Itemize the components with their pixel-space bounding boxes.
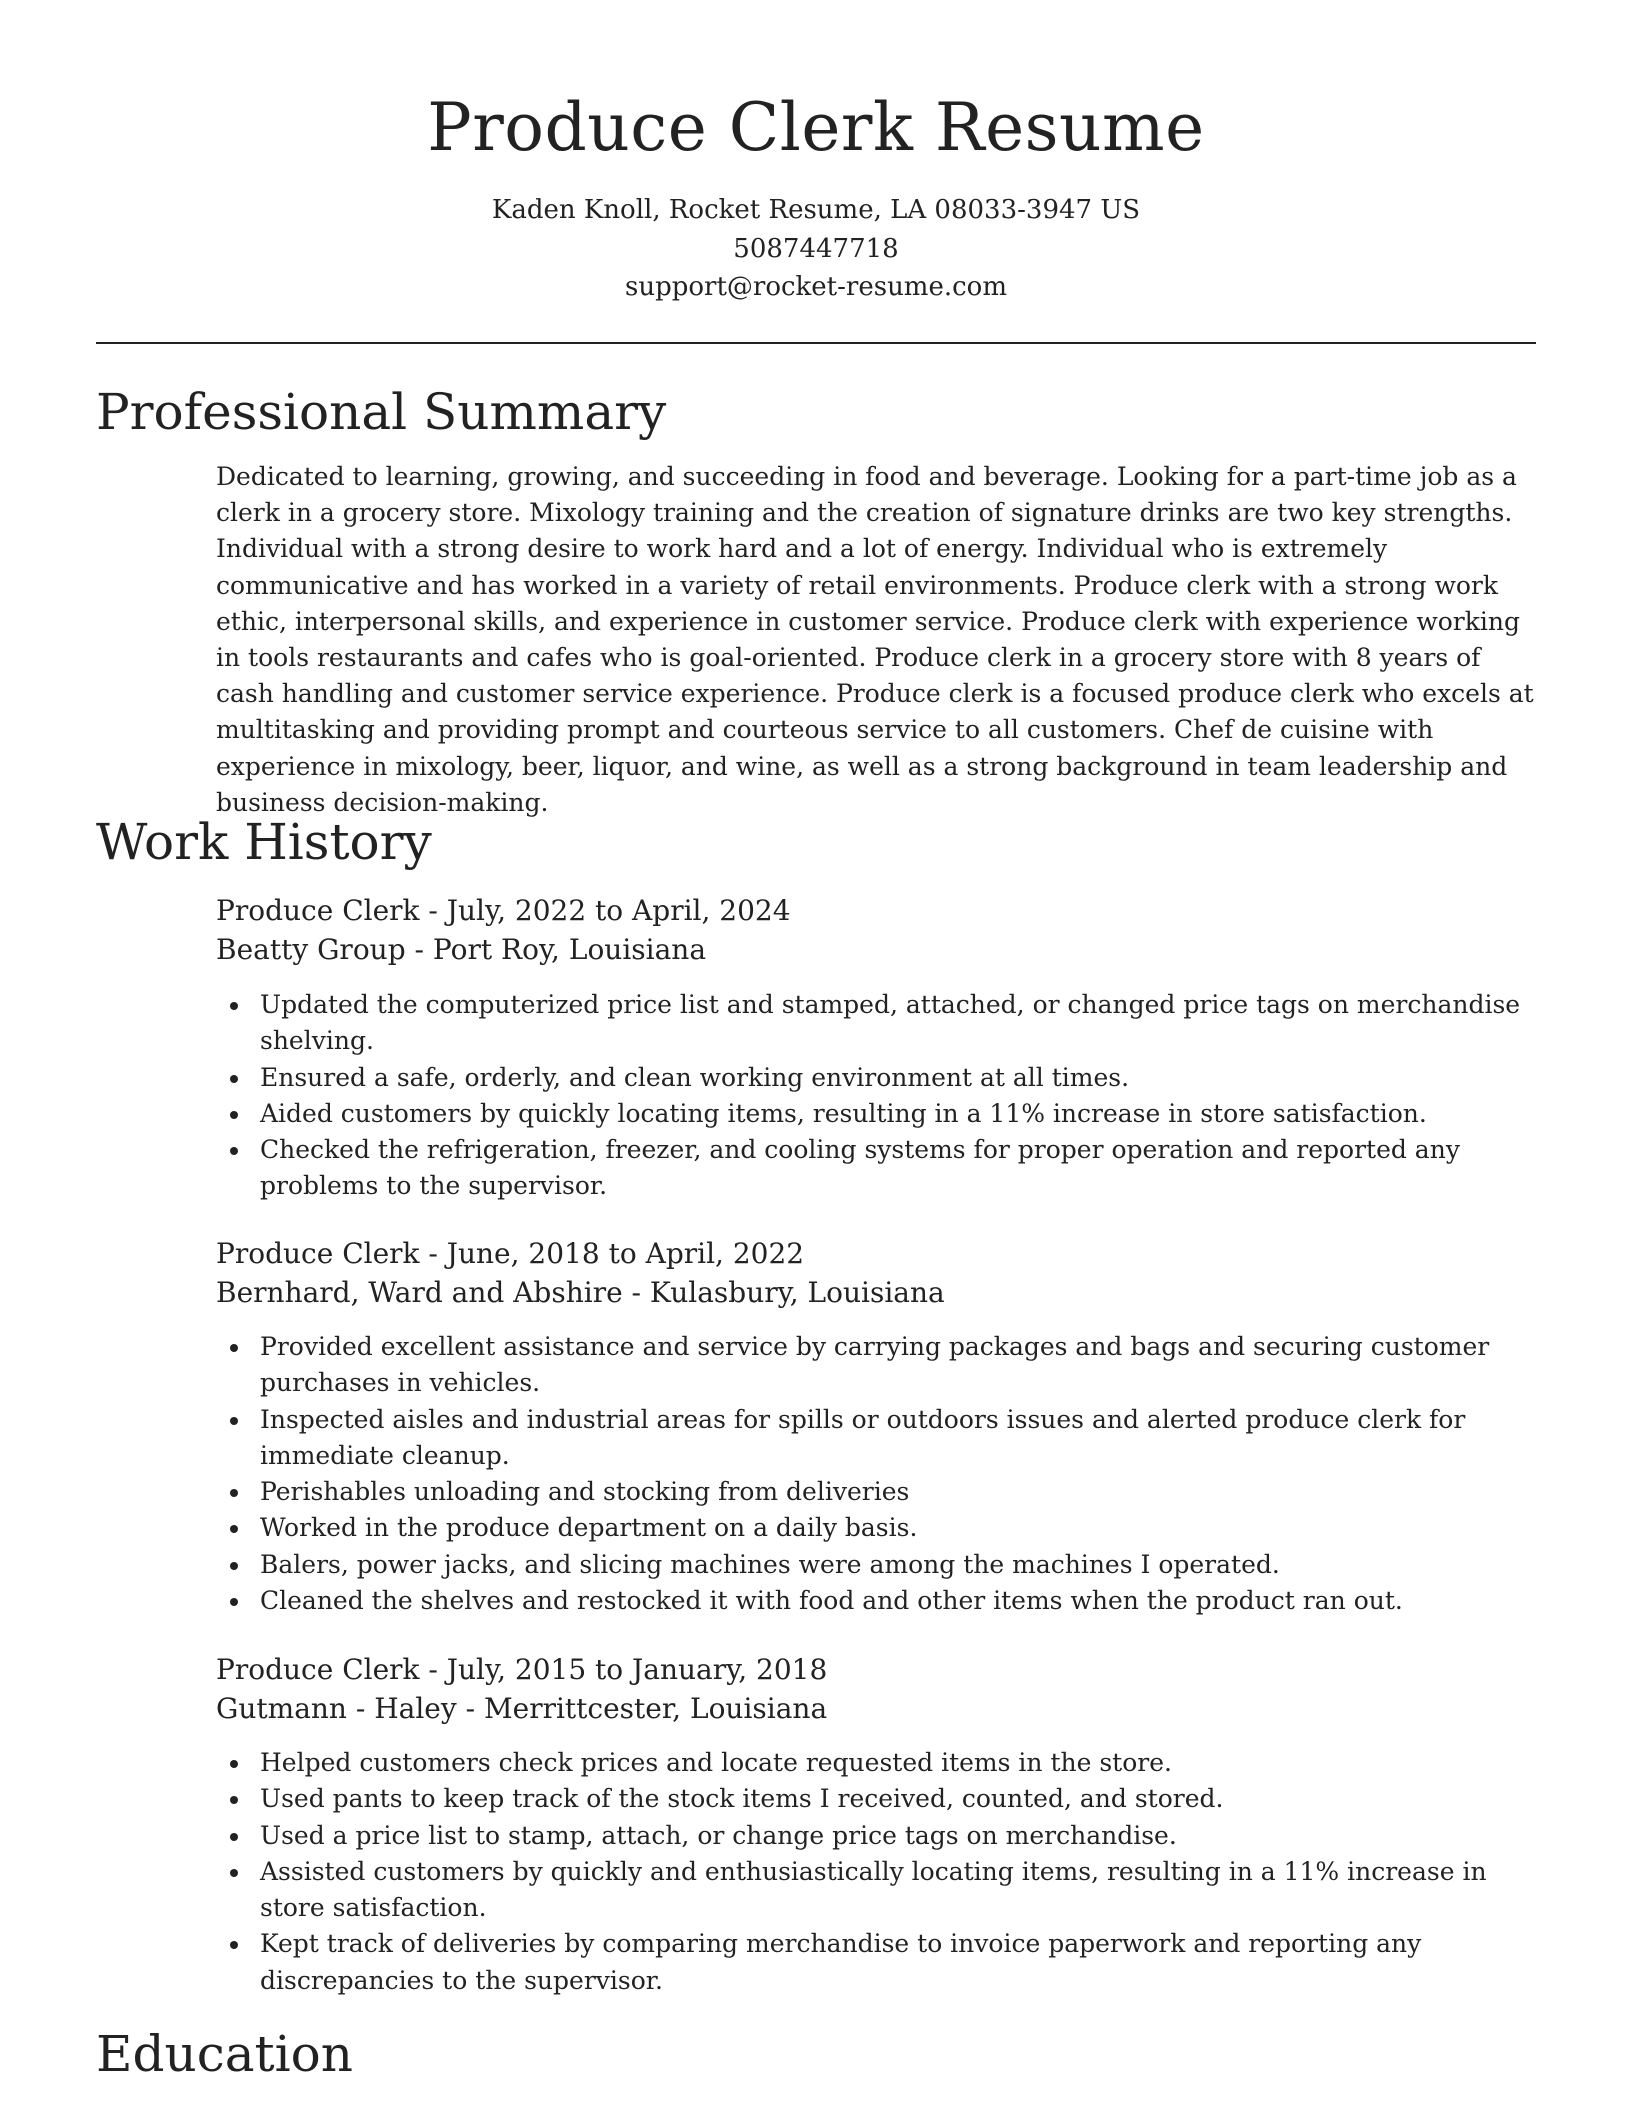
job-company-line: Beatty Group - Port Roy, Louisiana [216,933,707,966]
job-title-line: Produce Clerk - July, 2022 to April, 2024 [216,894,791,927]
job-company-line: Bernhard, Ward and Abshire - Kulasbury, Louisiana [216,1276,945,1309]
job-location: Kulasbury, Louisiana [649,1276,945,1309]
duty-list [216,1745,1540,1999]
duty-item: Helped customers check prices and locate requested items in the store. [216,1745,1540,1781]
duty-item: Balers, power jacks, and slicing machines were among the machines I operated. [216,1547,1540,1583]
job-dates: July, 2015 to January, 2018 [446,1653,828,1686]
duty-item: Used pants to keep track of the stock items I received, counted, and stored. [216,1781,1540,1817]
duty-item: Perishables unloading and stocking from deliveries [216,1474,1540,1510]
header-divider [96,342,1536,344]
job-location: Port Roy, Louisiana [432,933,707,966]
education-heading: Education [96,2025,353,2083]
job-title-line: Produce Clerk - June, 2018 to April, 2022 [216,1237,805,1270]
job-company: Gutmann - Haley [216,1692,457,1725]
duty-item: Checked the refrigeration, freezer, and cooling systems for proper operation and reported any problems to the supervisor. [216,1132,1540,1205]
job-title: Produce Clerk [216,1653,420,1686]
duty-item: Inspected aisles and industrial areas for spills or outdoors issues and alerted produce clerk for immediate cleanup. [216,1402,1540,1475]
duty-item: Assisted customers by quickly and enthusiastically locating items, resulting in a 11% increase in store satisfaction. [216,1854,1540,1927]
duty-item: Provided excellent assistance and service by carrying packages and bags and securing customer purchases in vehicles. [216,1329,1540,1402]
duty-list [216,987,1540,1205]
duty-item: Ensured a safe, orderly, and clean working environment at all times. [216,1060,1540,1096]
duty-item: Updated the computerized price list and stamped, attached, or changed price tags on merchandise shelving. [216,987,1540,1060]
contact-phone: 5087447718 [733,234,899,264]
job-dates: June, 2018 to April, 2022 [446,1237,805,1270]
job-dates: July, 2022 to April, 2024 [446,894,791,927]
resume-title: Produce Clerk Resume [427,89,1205,166]
duty-item: Used a price list to stamp, attach, or change price tags on merchandise. [216,1818,1540,1854]
duty-item: Cleaned the shelves and restocked it with food and other items when the product ran out. [216,1583,1540,1619]
job-company: Beatty Group [216,933,406,966]
job-location: Merrittcester, Louisiana [483,1692,828,1725]
work-history-heading: Work History [96,813,432,871]
summary-text: Dedicated to learning, growing, and succeeding in food and beverage. Looking for a part-time job as a clerk in a grocery store. Mixology training and the creation of signature drinks are two key strengths. Individual with a strong desire to work hard and a lot of energy. Individual who is extremely communicative and has worked in a variety of retail environments. Produce clerk with a strong work ethic, interpersonal skills, and experience in customer service. Produce clerk with experience working in tools restaurants and cafes who is goal-oriented. Produce clerk in a grocery store with 8 years of cash handling and customer service experience. Produce clerk is a focused produce clerk who excels at multitasking and providing prompt and courteous service to all customers. Chef de cuisine with experience in mixology, beer, liquor, and wine, as well as a strong background in team leadership and business decision-making. [216,462,1534,817]
duty-item: Worked in the produce department on a daily basis. [216,1510,1540,1546]
duty-list [216,1329,1540,1619]
job-title: Produce Clerk [216,1237,420,1270]
job-company-line: Gutmann - Haley - Merrittcester, Louisiana [216,1692,828,1725]
job-title: Produce Clerk [216,894,420,927]
duty-item: Kept track of deliveries by comparing merchandise to invoice paperwork and reporting any discrepancies to the supervisor. [216,1926,1540,1999]
job-title-line: Produce Clerk - July, 2015 to January, 2018 [216,1653,828,1686]
contact-address: Kaden Knoll, Rocket Resume, LA 08033-3947 US [491,195,1141,225]
duty-item: Aided customers by quickly locating items, resulting in a 11% increase in store satisfaction. [216,1096,1540,1132]
contact-email: support@rocket-resume.com [624,272,1007,302]
summary-heading: Professional Summary [96,383,667,441]
job-company: Bernhard, Ward and Abshire [216,1276,623,1309]
